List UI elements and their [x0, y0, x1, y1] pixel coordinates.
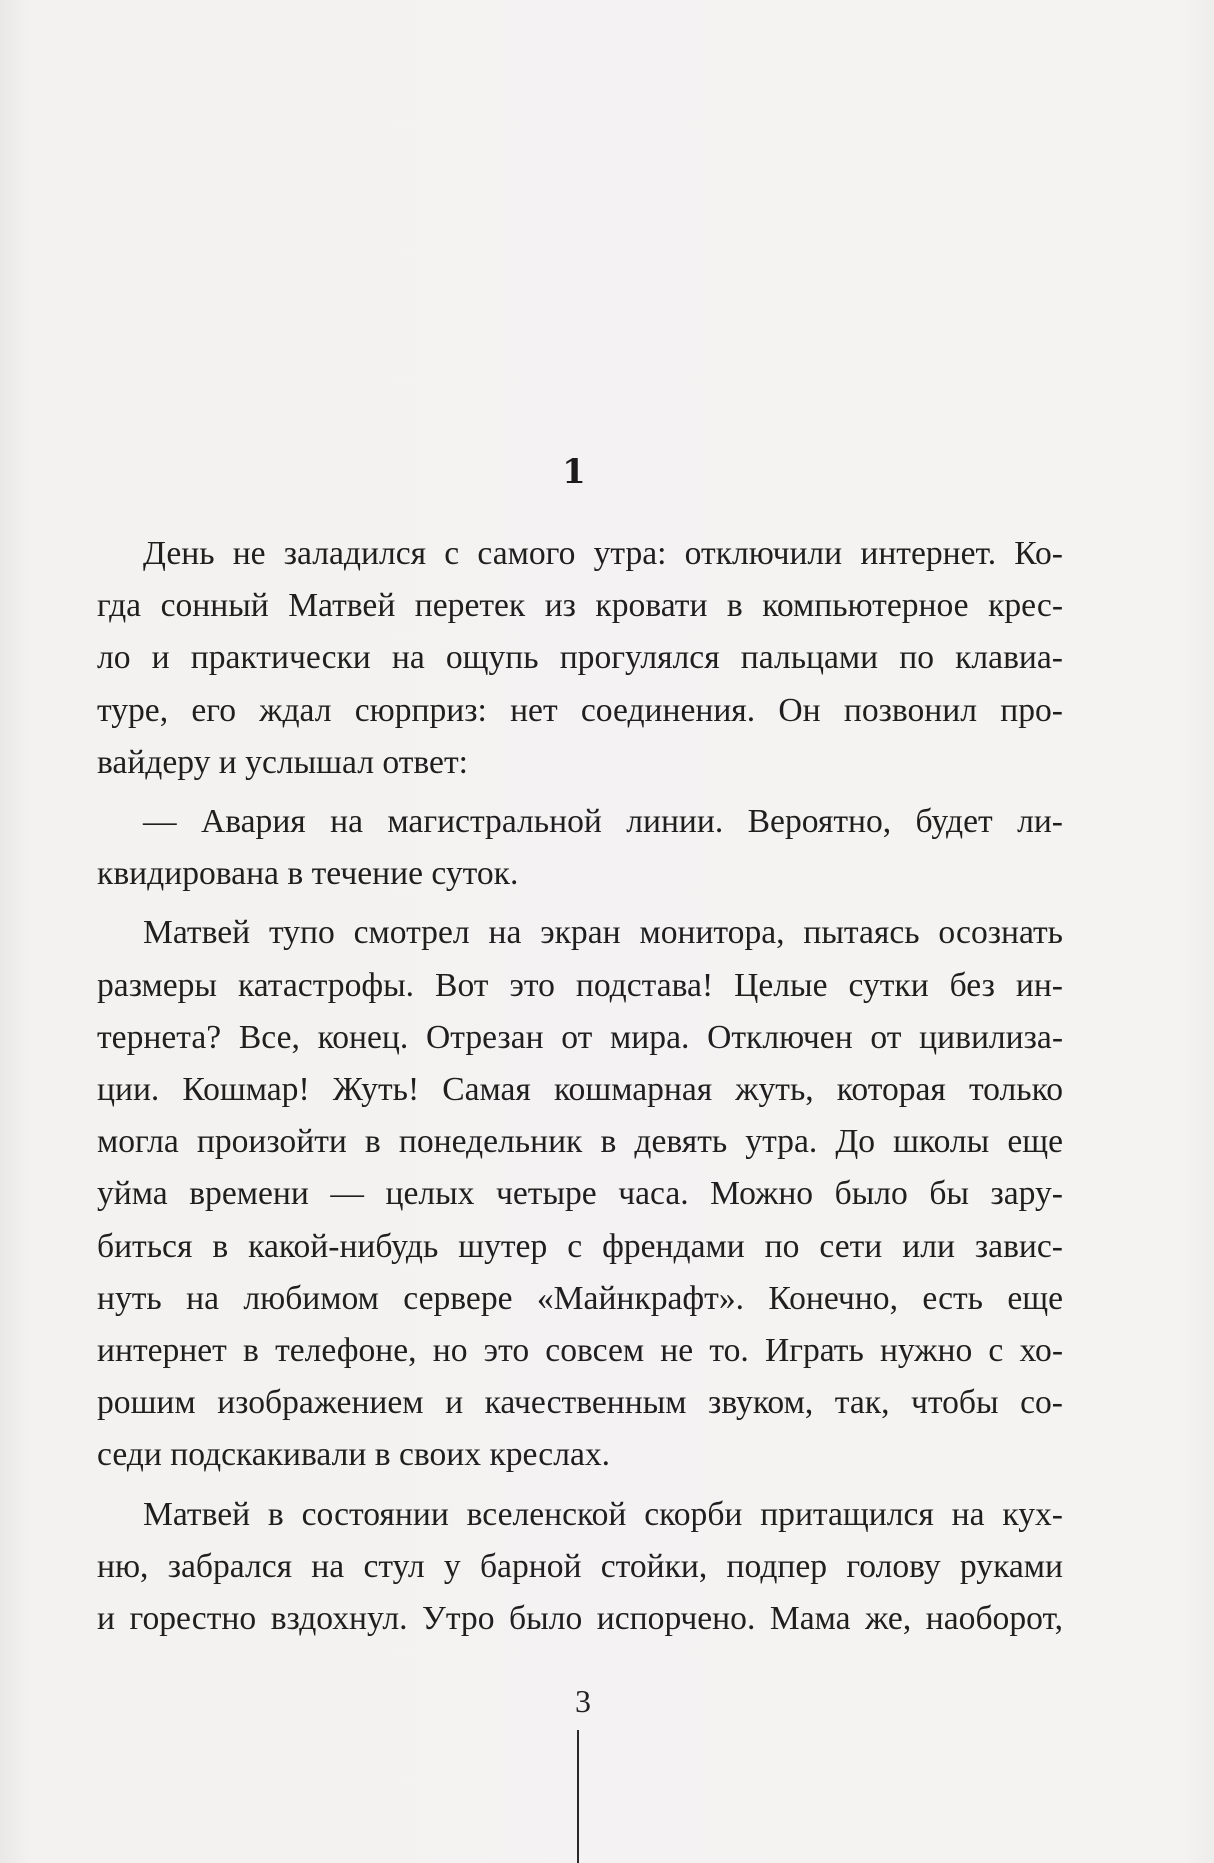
text-line: ции. Кошмар! Жуть! Самая кошмарная жуть, которая только	[97, 1071, 1063, 1109]
text-line: ло и практически на ощупь прогулялся пальцами по клавиа-	[97, 639, 1063, 677]
text-line: размеры катастрофы. Вот это подстава! Целые сутки без ин-	[97, 966, 1063, 1004]
text-line: гда сонный Матвей перетек из кровати в компьютерное крес-	[97, 587, 1063, 625]
text-line: квидирована в течение суток.	[97, 855, 519, 893]
text-line: могла произойти в понедельник в девять утра. До школы еще	[97, 1123, 1063, 1161]
text-line: биться в какой-нибудь шутер с френдами по сети или завис-	[97, 1227, 1063, 1265]
text-line: День не заладился с самого утра: отключили интернет. Ко-	[143, 535, 1063, 572]
page-number: 3	[575, 1683, 591, 1719]
text-line: седи подскакивали в своих креслах.	[97, 1436, 611, 1474]
text-line: вайдеру и услышал ответ:	[97, 743, 468, 781]
body-text	[97, 528, 1063, 1645]
text-line: уйма времени — целых четыре часа. Можно было бы зару-	[97, 1175, 1063, 1213]
folio-rule	[577, 1730, 579, 1863]
chapter-number: 1	[562, 452, 586, 492]
paragraph-4	[97, 1489, 1063, 1646]
paragraph-1	[97, 528, 1063, 789]
text-line: Матвей в состоянии вселенской скорби притащился на кух-	[143, 1495, 1063, 1533]
text-line: рошим изображением и качественным звуком, так, чтобы со-	[97, 1384, 1063, 1422]
text-line: — Авария на магистральной линии. Вероятно, будет ли-	[143, 803, 1063, 841]
text-line: интернет в телефоне, но это совсем не то. Играть нужно с хо-	[97, 1332, 1063, 1370]
text-line: Матвей тупо смотрел на экран монитора, пытаясь осознать	[143, 914, 1063, 952]
paragraph-2	[97, 796, 1063, 900]
text-line: тернета? Все, конец. Отрезан от мира. Отключен от цивилиза-	[97, 1018, 1063, 1056]
text-line: нуть на любимом сервере «Майнкрафт». Конечно, есть еще	[97, 1279, 1063, 1317]
text-line: туре, его ждал сюрприз: нет соединения. Он позвонил про-	[97, 691, 1063, 729]
text-line: ню, забрался на стул у барной стойки, подпер голову руками	[97, 1547, 1063, 1585]
paragraph-3	[97, 907, 1063, 1481]
text-line: и горестно вздохнул. Утро было испорчено. Мама же, наоборот,	[97, 1600, 1063, 1638]
